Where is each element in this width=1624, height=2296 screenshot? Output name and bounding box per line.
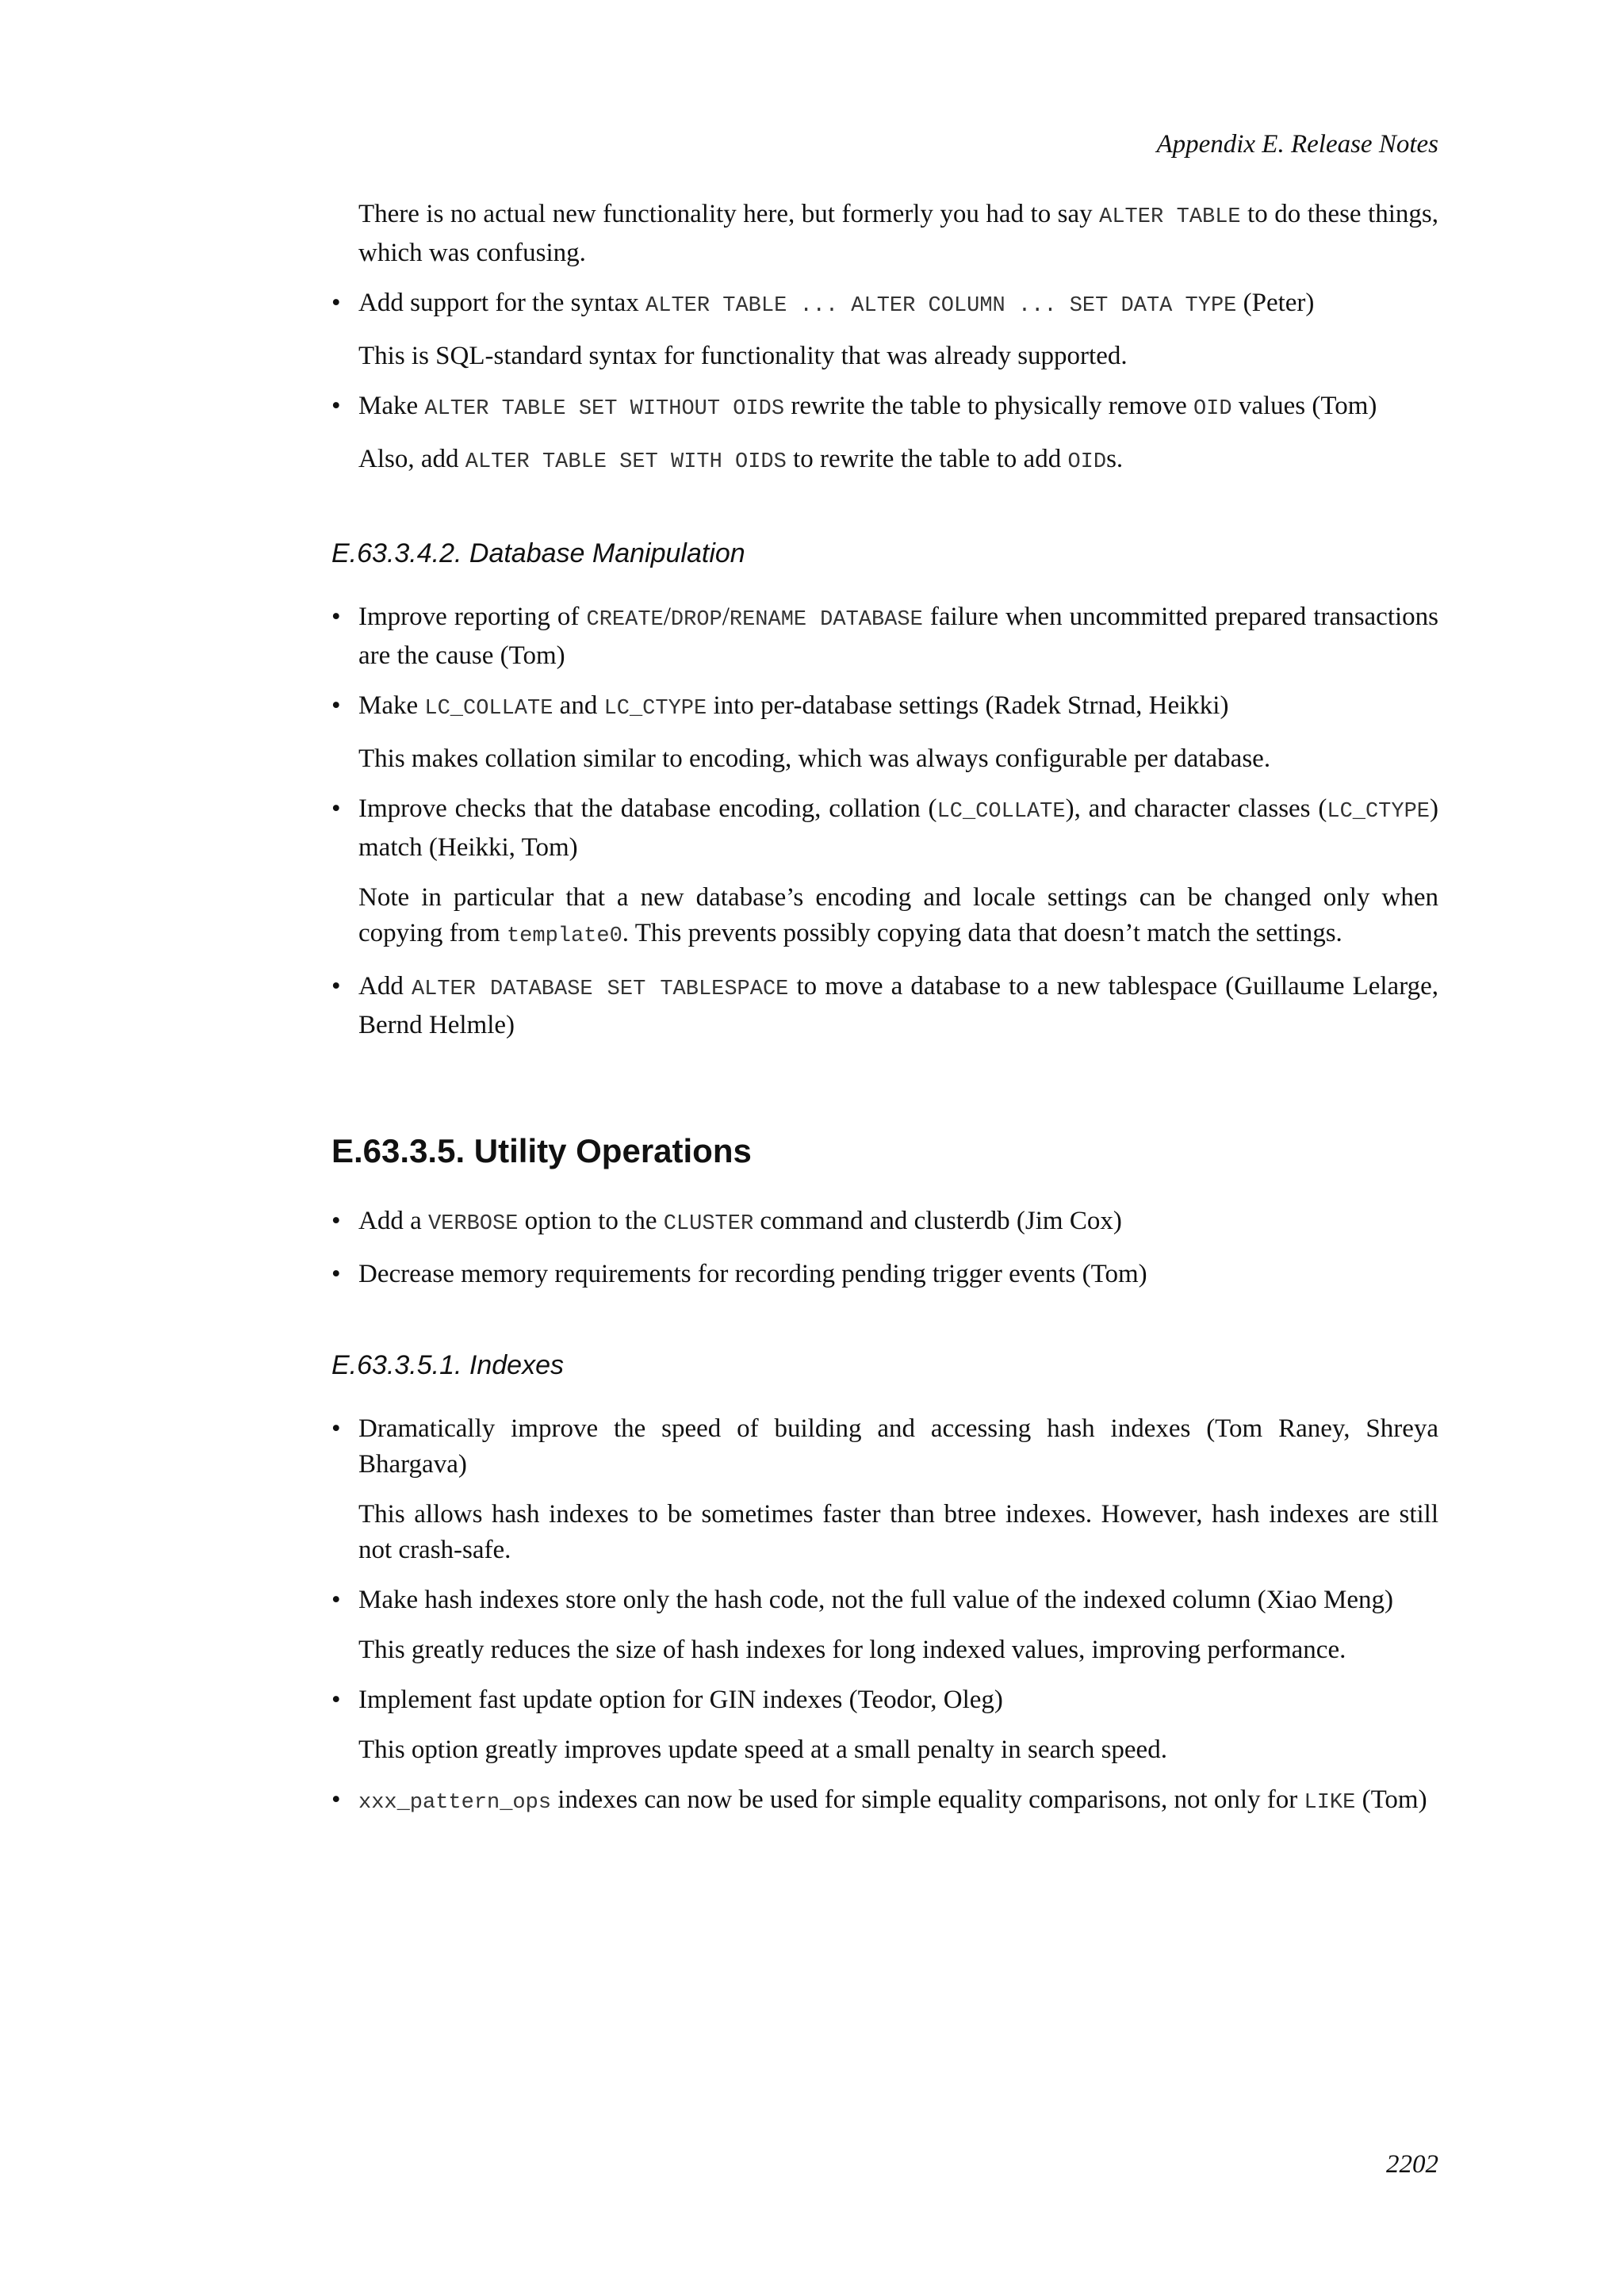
text-run: ), and character classes ( — [1065, 794, 1327, 823]
code-literal: OID — [1193, 397, 1232, 421]
bullet: • — [331, 1207, 341, 1235]
text-run: Make — [358, 691, 425, 720]
list-item — [331, 688, 1438, 777]
bullet: • — [331, 691, 341, 720]
text-run: to rewrite the table to add — [786, 445, 1068, 473]
code-literal: OID — [1067, 450, 1107, 474]
list-item — [331, 791, 1438, 955]
item-note: This option greatly improves update speed at a small penalty in search speed. — [358, 1735, 1167, 1764]
running-header: Appendix E. Release Notes — [1156, 130, 1438, 159]
text-run: failure when uncommitted prepared transactions are the cause (Tom) — [358, 603, 1439, 670]
item-note — [358, 442, 1438, 480]
bullet: • — [331, 1260, 341, 1288]
code-literal: DROP — [670, 608, 722, 632]
text-run: Note in particular that a new database’s encoding and locale settings can be changed only when copying from — [358, 883, 1438, 947]
text-run: Add — [358, 972, 412, 1001]
code-literal: template0 — [506, 924, 622, 948]
bullet: • — [331, 1414, 341, 1443]
text-run: / — [663, 603, 671, 631]
code-literal: LC_COLLATE — [936, 800, 1066, 824]
bullet: • — [331, 1586, 341, 1614]
bullet: • — [331, 289, 341, 317]
code-literal: xxx_pattern_ops — [358, 1791, 552, 1815]
alter-table-list — [331, 285, 1438, 480]
bullet: • — [331, 392, 341, 420]
list-item — [331, 285, 1438, 374]
text-run: Also, add — [358, 445, 465, 473]
text-run: Make — [358, 392, 425, 420]
code-literal: LC_CTYPE — [603, 697, 707, 721]
intro-paragraph — [358, 197, 1438, 271]
list-item — [331, 1411, 1438, 1568]
text-run: option to the — [518, 1207, 664, 1235]
text-run: Implement fast update option for GIN indexes (Teodor, Oleg) — [358, 1686, 1003, 1714]
item-note: This is SQL-standard syntax for functionality that was already supported. — [358, 342, 1128, 370]
item-note: This makes collation similar to encoding, which was always configurable per database. — [358, 744, 1271, 773]
page-content — [331, 197, 1438, 1835]
code-literal: CREATE — [586, 608, 664, 632]
text-run: ) match (Heikki, Tom) — [358, 794, 1438, 862]
text-run: / — [722, 603, 730, 631]
list-item — [331, 388, 1438, 480]
text-run: There is no actual new functionality here, but formerly you had to say — [358, 200, 1100, 228]
list-item — [331, 1257, 1438, 1292]
item-note: This allows hash indexes to be sometimes faster than btree indexes. However, hash indexes are still not crash-safe. — [358, 1500, 1438, 1564]
bullet: • — [331, 603, 341, 631]
text-run: command and clusterdb (Jim Cox) — [753, 1207, 1122, 1235]
database-manipulation-list — [331, 599, 1438, 1043]
code-literal: ALTER TABLE — [1099, 205, 1241, 229]
text-run: Make hash indexes store only the hash code, not the full value of the indexed column (Xiao Meng) — [358, 1586, 1393, 1614]
code-literal: LIKE — [1304, 1791, 1356, 1815]
text-run: (Tom) — [1355, 1785, 1427, 1814]
list-item — [331, 1782, 1438, 1821]
section-heading-utility-operations: E.63.3.5. Utility Operations — [331, 1132, 752, 1169]
section-heading-indexes: E.63.3.5.1. Indexes — [331, 1350, 564, 1380]
list-item — [331, 1582, 1438, 1668]
code-literal: RENAME DATABASE — [729, 608, 923, 632]
text-run: . This prevents possibly copying data that doesn’t match the settings. — [622, 919, 1342, 947]
text-run: Improve reporting of — [358, 603, 587, 631]
bullet: • — [331, 1785, 341, 1814]
item-note: This greatly reduces the size of hash indexes for long indexed values, improving performance. — [358, 1636, 1346, 1664]
list-item — [331, 1682, 1438, 1768]
text-run: (Peter) — [1236, 289, 1315, 317]
code-literal: LC_CTYPE — [1327, 800, 1430, 824]
text-run: and — [553, 691, 604, 720]
bullet: • — [331, 1686, 341, 1714]
bullet: • — [331, 794, 341, 823]
code-literal: LC_COLLATE — [424, 697, 553, 721]
indexes-list — [331, 1411, 1438, 1821]
code-literal: CLUSTER — [663, 1212, 754, 1236]
code-literal: ALTER TABLE ... ALTER COLUMN ... SET DATA TYPE — [645, 294, 1237, 318]
text-run: Improve checks that the database encoding, collation ( — [358, 794, 937, 823]
list-item — [331, 1203, 1438, 1242]
text-run: into per-database settings (Radek Strnad, Heikki) — [707, 691, 1229, 720]
text-run: s. — [1106, 445, 1124, 473]
code-literal: VERBOSE — [427, 1212, 519, 1236]
text-run: indexes can now be used for simple equality comparisons, not only for — [551, 1785, 1304, 1814]
code-literal: ALTER DATABASE SET TABLESPACE — [411, 978, 789, 1001]
text-run: Dramatically improve the speed of building and accessing hash indexes (Tom Raney, Shreya Bhargava) — [358, 1414, 1438, 1479]
text-run: Add support for the syntax — [358, 289, 646, 317]
text-run: to do these things, which was confusing. — [358, 200, 1438, 267]
section-heading-database-manipulation: E.63.3.4.2. Database Manipulation — [331, 538, 745, 568]
bullet: • — [331, 972, 341, 1001]
page-number: 2202 — [1386, 2150, 1438, 2179]
code-literal: ALTER TABLE SET WITH OIDS — [465, 450, 787, 474]
text-run: Add a — [358, 1207, 428, 1235]
utility-operations-list — [331, 1203, 1438, 1292]
list-item — [331, 599, 1438, 674]
text-run: values (Tom) — [1231, 392, 1377, 420]
text-run: to move a database to a new tablespace (Guillaume Lelarge, Bernd Helmle) — [358, 972, 1438, 1039]
code-literal: ALTER TABLE SET WITHOUT OIDS — [424, 397, 785, 421]
list-item — [331, 969, 1438, 1043]
text-run: Decrease memory requirements for recording pending trigger events (Tom) — [358, 1260, 1147, 1288]
item-note — [358, 880, 1438, 955]
text-run: rewrite the table to physically remove — [784, 392, 1193, 420]
